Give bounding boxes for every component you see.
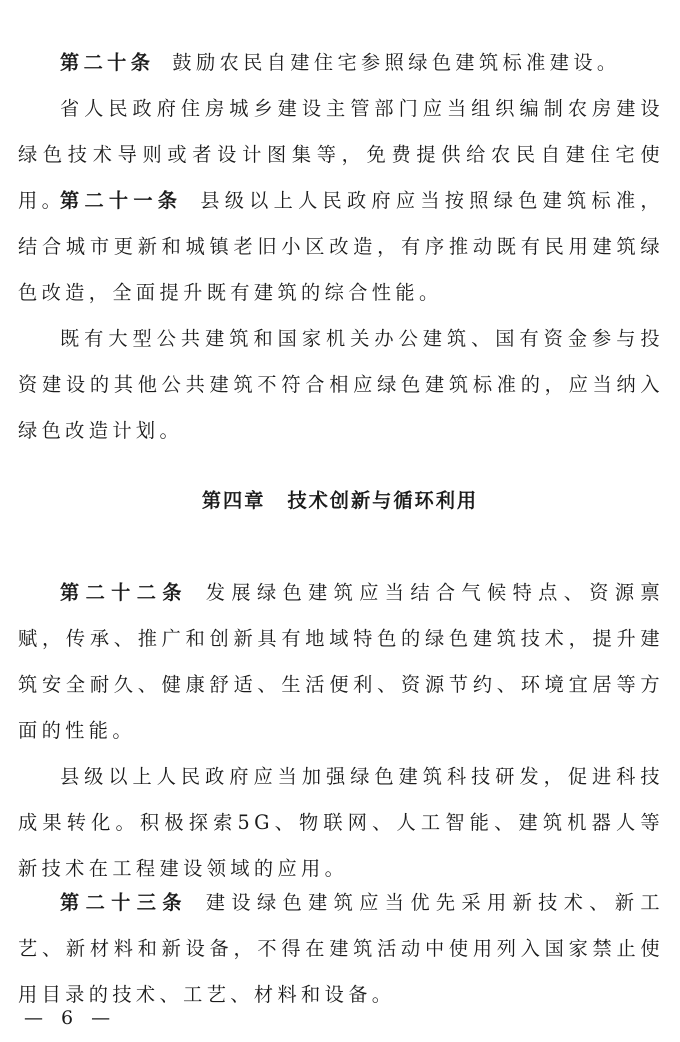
article-20-number: 第二十条 bbox=[60, 51, 155, 74]
chapter-number: 第四章 bbox=[201, 489, 266, 512]
article-21-paragraph-2: 既有大型公共建筑和国家机关办公建筑、国有资金参与投资建设的其他公共建筑不符合相应绿色建筑标准的，应当纳入绿色改造计划。 bbox=[18, 327, 664, 442]
article-21-paragraph bbox=[18, 178, 664, 316]
article-20-paragraph bbox=[18, 40, 664, 86]
article-20-paragraph-2: 省人民政府住房城乡建设主管部门应当组织编制农房建设绿色技术导则或者设计图集等，免费提供给农民自建住宅使用。 bbox=[18, 97, 664, 212]
article-23-text: 建设绿色建筑应当优先采用新技术、新工艺、新材料和新设备，不得在建筑活动中使用列入国家禁止使用目录的技术、工艺、材料和设备。 bbox=[18, 891, 665, 1006]
article-20-text: 鼓励农民自建住宅参照绿色建筑标准建设。 bbox=[172, 51, 621, 74]
article-23-number: 第二十三条 bbox=[60, 891, 188, 914]
article-22-paragraph bbox=[18, 570, 664, 754]
article-22-paragraph-2: 县级以上人民政府应当加强绿色建筑科技研发，促进科技成果转化。积极探索5G、物联网、人工智能、建筑机器人等新技术在工程建设领域的应用。 bbox=[18, 765, 664, 880]
chapter-heading bbox=[0, 478, 680, 524]
article-21-number: 第二十一条 bbox=[60, 189, 183, 212]
article-23-paragraph bbox=[18, 880, 664, 1018]
chapter-title: 技术创新与循环利用 bbox=[287, 489, 479, 512]
article-22-text: 发展绿色建筑应当结合气候特点、资源禀赋，传承、推广和创新具有地域特色的绿色建筑技术，提升建筑安全耐久、健康舒适、生活便利、资源节约、环境宜居等方面的性能。 bbox=[18, 581, 665, 742]
article-22-number: 第二十二条 bbox=[60, 581, 188, 604]
page-number: — 6 — bbox=[24, 1007, 117, 1029]
article-21-text: 县级以上人民政府应当按照绿色建筑标准，结合城市更新和城镇老旧小区改造，有序推动既有民用建筑绿色改造，全面提升既有建筑的综合性能。 bbox=[18, 189, 664, 304]
